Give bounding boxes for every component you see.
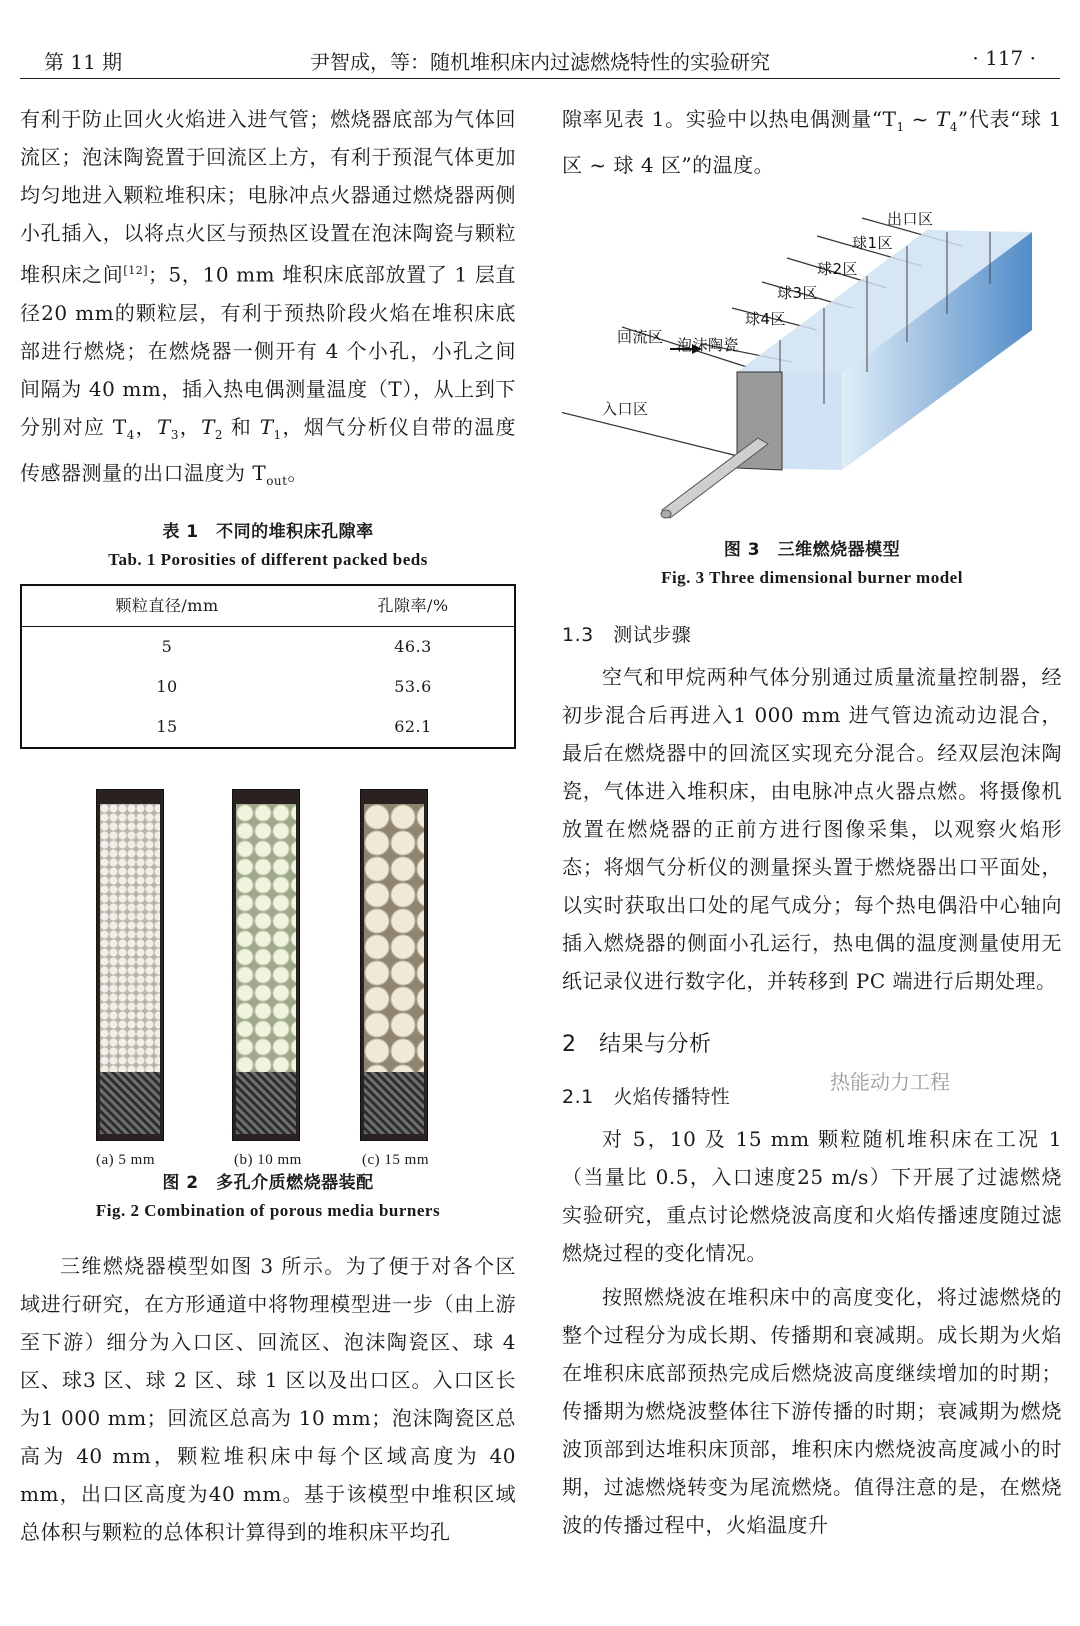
right-paragraph-3: 按照燃烧波在堆积床中的高度变化，将过滤燃烧的整个过程分为成长期、传播期和衰减期。成长期为火焰在堆积床底部预热完成后燃烧波高度继续增加的时期；传播期为燃烧波整体往下游传播的时期；衰减期为燃烧波顶部到达堆积床顶部，堆积床内燃烧波高度减小的时期，过滤燃烧转变为尾流燃烧。值得注意的是，在燃烧波的传播过程中，火焰温度升 [562,1285,1062,1537]
zone-label-ball3: 球3区 [777,284,819,302]
figure-3-caption-en: Fig. 3 Three dimensional burner model [661,568,963,587]
left-column [20,100,516,1551]
zone-label-recirculation: 回流区 [617,328,664,346]
zone-label-ball2: 球2区 [817,260,859,278]
figure-3-caption-zh: 图 3 三维燃烧器模型 [723,540,901,560]
zone-label-inlet: 入口区 [602,400,649,418]
burner-photo-5mm [96,789,164,1141]
section-2-1-heading: 2.1 火焰传播特性 [562,1086,731,1108]
zone-label-ball4: 球4区 [745,310,787,328]
table-cell: 15 [156,716,178,736]
burner-photo-15mm [360,789,428,1141]
photo-label-a: (a) 5 mm [96,1151,155,1168]
zone-label-foam: 泡沫陶瓷 [677,336,740,354]
page-number: · 117 · [972,46,1036,70]
zone-label-ball1: 球1区 [852,234,894,252]
table-row [21,707,515,748]
table-cell: 10 [156,676,178,696]
page-header [20,38,1060,79]
table-cell: 5 [161,636,173,656]
running-title: 尹智成，等：随机堆积床内过滤燃烧特性的实验研究 [310,50,770,74]
issue-number: 第 11 期 [44,50,123,74]
right-paragraph-0: 隙率见表 1。实验中以热电偶测量“$T_1$ ~ $T_4$”代表“球 1 区 ~ 球 4 区”的温度。 [562,107,1062,177]
table-cell: 46.3 [394,636,432,656]
table-cell: 53.6 [394,676,432,696]
photo-label-b: (b) 10 mm [234,1151,302,1168]
table-caption-zh: 表 1 不同的堆积床孔隙率 [162,521,374,542]
left-paragraph-2: 三维燃烧器模型如图 3 所示。为了便于对各个区域进行研究，在方形通道中将物理模型进一步（由上游至下游）细分为入口区、回流区、泡沫陶瓷区、球 4 区、球3 区、球 2 区、球 1 区以及出口区。入口区长为1 000 mm；回流区总高为 10 mm；泡沫陶瓷区总高为 40 mm，颗粒堆积床中每个区域高度为 40 mm，出口区高度为40 mm。基于该模型中堆积区域总体积与颗粒的总体积计算得到的堆积床平均孔 [20,1253,516,1544]
section-2-heading: 2 结果与分析 [562,1032,712,1057]
right-paragraph-1: 空气和甲烷两种气体分别通过质量流量控制器，经初步混合后再进入1 000 mm 进气管边流动边混合，最后在燃烧器中的回流区实现充分混合。经双层泡沫陶瓷，气体进入堆积床，由电脉冲点火器点燃。将摄像机放置在燃烧器的正前方进行图像采集，以观察火焰形态；将烟气分析仪的测量探头置于燃烧器出口平面处，以实时获取出口处的尾气成分；每个热电偶沿中心轴向插入燃烧器的侧面小孔运行，热电偶的温度测量使用无纸记录仪进行数字化，并转移到 PC 端进行后期处理。 [562,665,1062,993]
section-1-3-heading: 1.3 测试步骤 [562,624,692,646]
table-header: 孔隙率/% [312,585,515,627]
figure-3-burner-model [562,202,1042,532]
figure-2-caption-en: Fig. 2 Combination of porous media burners [95,1200,441,1220]
photo-label-c: (c) 15 mm [362,1151,429,1168]
table-header: 颗粒直径/mm [21,585,312,627]
table-header-row [21,585,515,627]
zone-label-outlet: 出口区 [887,210,934,228]
porosity-table [20,584,516,749]
left-paragraph-1: 有利于防止回火火焰进入进气管；燃烧器底部为气体回流区；泡沫陶瓷置于回流区上方，有利于预混气体更加均匀地进入颗粒堆积床；电脉冲点火器通过燃烧器两侧小孔插入，以将点火区与预热区设置在泡沫陶瓷与颗粒堆积床之间[12]；5，10 mm 堆积床底部放置了 1 层直径20 mm的颗粒层，有利于预热阶段火焰在堆积床底部进行燃烧；在燃烧器一侧开有 4 个小孔，小孔之间间隔为 40 mm，插入热电偶测量温度（T），从上到下分别对应 $T_4$，$T_3$，$T_2$ 和 $T_1$，烟气分析仪自带的温度传感器测量的出口温度为 $T_{out}$。 [20,107,517,488]
right-column [562,100,1062,1544]
right-paragraph-2: 对 5，10 及 15 mm 颗粒随机堆积床在工况 1（当量比 0.5，入口速度25 m/s）下开展了过滤燃烧实验研究，重点讨论燃烧波高度和火焰传播速度随过滤燃烧过程的变化情况。 [562,1127,1062,1265]
figure-2-photos [20,789,516,1169]
table-row [21,667,515,707]
table-row [21,626,515,667]
figure-2-caption-zh: 图 2 多孔介质燃烧器装配 [162,1172,374,1193]
table-caption-en: Tab. 1 Porosities of different packed beds [108,549,428,569]
table-cell: 62.1 [394,716,432,736]
watermark: 热能动力工程 [830,1070,950,1094]
citation-ref[interactable]: [12] [123,264,149,277]
burner-photo-10mm [232,789,300,1141]
